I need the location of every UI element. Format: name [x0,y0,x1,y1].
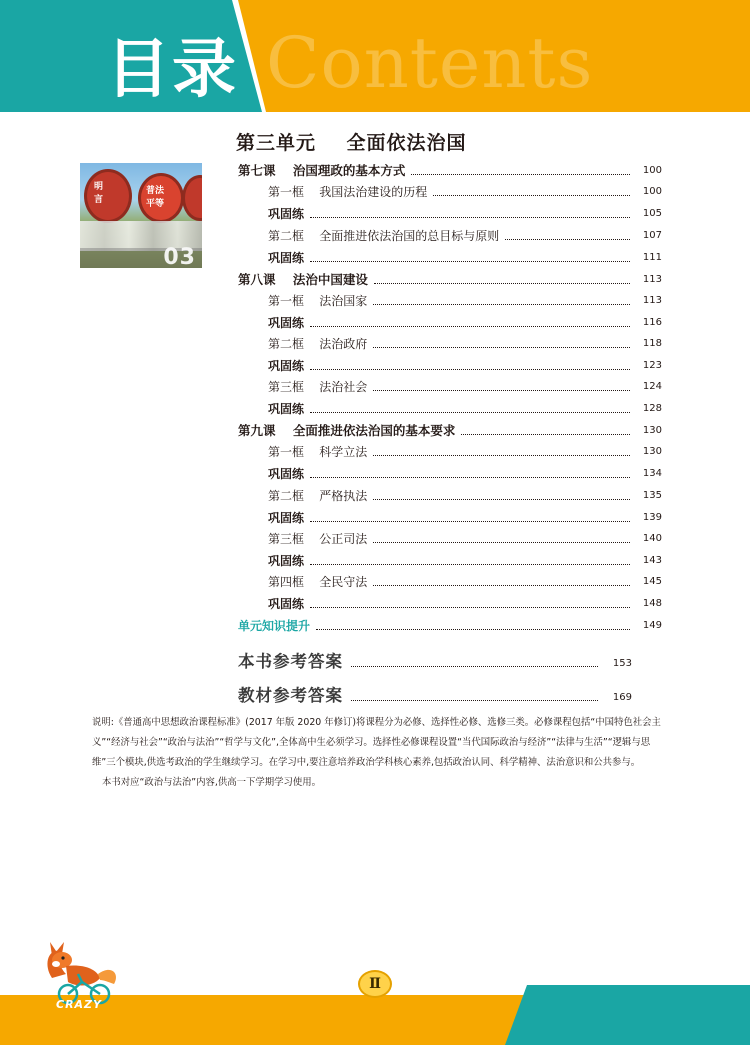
toc-page: 130 [642,424,662,436]
toc-leader-dots [373,490,630,500]
toc-label: 第七课 治国理政的基本方式 [238,163,406,178]
toc-entry-practice[interactable] [268,355,662,375]
page-title: 目录 [106,33,238,107]
toc-entry-section[interactable] [268,376,662,396]
toc-label: 第八课 法治中国建设 [238,272,368,287]
toc-leader-dots [316,620,630,630]
toc-page: 140 [642,532,662,544]
unit-title: 第三单元 全面依法治国 [236,132,467,154]
toc-page: 100 [642,164,662,176]
toc-entry-section[interactable] [268,528,662,548]
toc-leader-dots [373,338,630,348]
toc-leader-dots [505,230,630,240]
toc-entry-practice[interactable] [268,203,662,223]
toc-entry-section[interactable] [268,571,662,591]
toc-entry-lesson[interactable] [238,160,662,180]
toc-leader-dots [310,208,630,218]
toc-leader-dots [461,425,630,435]
toc-page: 148 [642,597,662,609]
drum-text: 普法 平等 [146,186,165,209]
toc-entry-lesson[interactable] [238,269,662,289]
toc-label: 第一框 法治国家 [268,293,368,308]
header-watermark: Contents [266,22,594,104]
footer-teal-bar [505,985,750,1045]
toc-entry-practice[interactable] [268,312,662,332]
toc-page: 128 [642,402,662,414]
toc-entry-practice[interactable] [268,463,662,483]
toc-page: 111 [642,251,662,263]
toc-entry-section[interactable] [268,181,662,201]
toc-label: 教材参考答案 [238,686,343,705]
toc-label: 第三框 法治社会 [268,379,368,394]
drum-text: 明 言 [94,182,104,205]
toc-label: 巩固练 [268,315,305,330]
toc-leader-dots [351,687,598,701]
toc-page: 113 [642,273,662,285]
toc-page: 100 [642,185,662,197]
toc-leader-dots [373,576,630,586]
toc-label: 第二框 全面推进依法治国的总目标与原则 [268,228,500,243]
toc-entry-answers-textbook[interactable] [238,682,632,706]
toc-leader-dots [310,512,630,522]
toc-page: 149 [642,619,662,631]
toc-page: 134 [642,467,662,479]
toc-label: 第一框 我国法治建设的历程 [268,184,428,199]
toc-entry-practice[interactable] [268,247,662,267]
toc-entry-section[interactable] [268,441,662,461]
toc-label: 第二框 严格执法 [268,488,368,503]
toc-page: 118 [642,337,662,349]
toc-entry-practice[interactable] [268,507,662,527]
toc-leader-dots [373,381,630,391]
toc-leader-dots [373,446,630,456]
toc-page: 139 [642,511,662,523]
toc-label: 第四框 全民守法 [268,574,368,589]
toc-page: 105 [642,207,662,219]
notes-block [92,713,662,793]
toc-entry-lesson[interactable] [238,420,662,440]
toc-label: 本书参考答案 [238,652,343,671]
toc-leader-dots [310,555,630,565]
toc-entry-section[interactable] [268,225,662,245]
toc-leader-dots [310,598,630,608]
toc-leader-dots [351,653,598,667]
toc-label: 第三框 公正司法 [268,531,368,546]
toc-entry-section[interactable] [268,485,662,505]
toc-label: 巩固练 [268,250,305,265]
mascot-label: CRAZY [56,998,102,1011]
toc-page: 113 [642,294,662,306]
toc-page: 135 [642,489,662,501]
toc-label: 巩固练 [268,596,305,611]
toc-entry-practice[interactable] [268,398,662,418]
toc-label: 巩固练 [268,358,305,373]
toc-leader-dots [374,274,630,284]
toc-page: 123 [642,359,662,371]
toc-entry-section[interactable] [268,290,662,310]
toc-leader-dots [373,295,630,305]
toc-leader-dots [310,252,630,262]
toc-leader-dots [310,317,630,327]
toc-page: 130 [642,445,662,457]
toc-leader-dots [411,165,630,175]
toc-leader-dots [433,186,630,196]
page-number: Ⅱ [358,970,392,998]
toc-entry-practice[interactable] [268,550,662,570]
toc-label: 第二框 法治政府 [268,336,368,351]
toc-page: 107 [642,229,662,241]
notes-paragraph: 说明:《普通高中思想政治课程标准》(2017 年版 2020 年修订)将课程分为必修、选择性必修、选修三类。必修课程包括“中国特色社会主义”“经济与社会”“政治与法治”“哲学与文化”,全体高中生必须学习。选择性必修课程设置“当代国际政治与经济”“法律与生活”“逻辑与思维”三个模块,供选考政治的学生继续学习。在学习中,要注意培养政治学科核心素养,包括政治认同、科学精神、法治意识和公共参与。 [92,717,661,768]
toc-label: 巩固练 [268,510,305,525]
toc-label: 单元知识提升 [238,618,311,633]
toc-page: 124 [642,380,662,392]
toc-label: 巩固练 [268,206,305,221]
drum-shape [182,175,202,221]
toc-entry-unit-review[interactable] [238,615,662,635]
toc-entry-practice[interactable] [268,593,662,613]
toc-entry-section[interactable] [268,333,662,353]
notes-paragraph: 本书对应“政治与法治”内容,供高一下学期学习使用。 [102,777,321,788]
toc-leader-dots [310,468,630,478]
toc-leader-dots [310,403,630,413]
toc-page: 145 [642,575,662,587]
toc-leader-dots [373,533,630,543]
toc-label: 巩固练 [268,553,305,568]
toc-page: 153 [612,657,632,669]
toc-page: 116 [642,316,662,328]
toc-label: 第一框 科学立法 [268,444,368,459]
toc-label: 第九课 全面推进依法治国的基本要求 [238,423,456,438]
unit-photo [80,163,202,268]
toc-leader-dots [310,360,630,370]
drum-shape [84,169,132,223]
toc-label: 巩固练 [268,466,305,481]
toc-page: 169 [612,691,632,703]
toc-page: 143 [642,554,662,566]
toc-label: 巩固练 [268,401,305,416]
unit-number: 03 [163,245,196,268]
toc-entry-answers-book[interactable] [238,648,632,672]
